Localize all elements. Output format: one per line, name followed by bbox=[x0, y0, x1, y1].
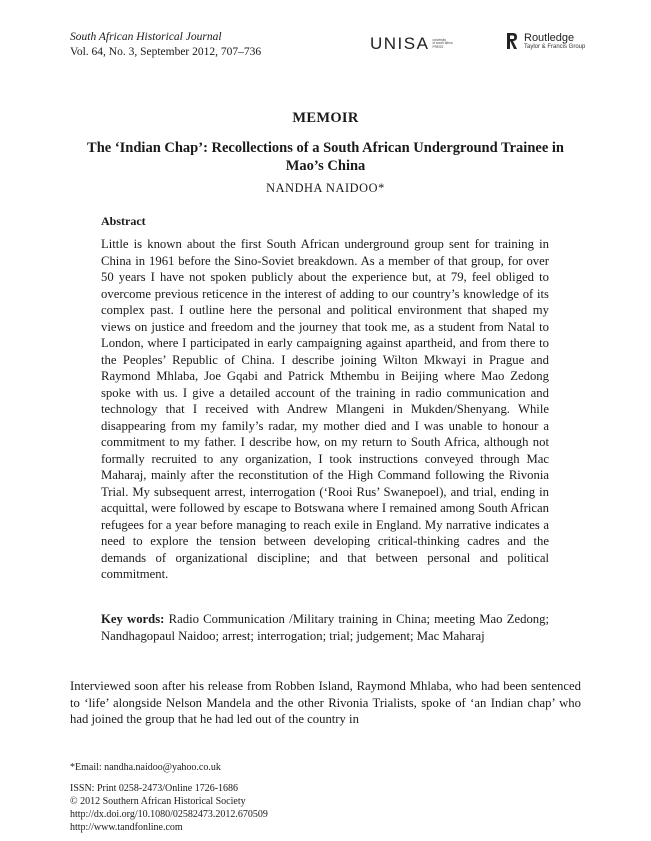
keywords-label: Key words: bbox=[101, 612, 165, 626]
issn-line: ISSN: Print 0258-2473/Online 1726-1686 bbox=[70, 783, 239, 794]
unisa-logo-word: UNISA bbox=[370, 34, 430, 53]
abstract-text: Little is known about the first South African underground group sent for training in China in 1961 before the Sino-Soviet breakdown. As a member of that group, for over 50 years I have not spoken publicly about the experience but, at 79, feel obliged to overcome previous reticence in the interest of adding to our country’s knowledge of its complex past. I outline here the personal and political environment that shaped my views on justice and freedom and the journey that took me, as a student from Natal to London, where I participated in early campaigning against apartheid, and from there to the Peoples’ Republic of China. I describe joining Wilton Mkwayi in Prague and Raymond Mhlaba, Joe Gqabi and Patrick Mthembu in Beijing where Mao Zedong spoke with us. I give a detailed account of the training in radio communication and technology that I received with Andrew Mlangeni in Mukden/Shenyang. While disappearing from my family’s radar, my mother died and I was unable to honour a commitment to my father. I describe how, on my return to South Africa, although not formally recruited to any organization, I took instructions conveyed through Mac Maharaj, mainly after the reconstitution of the High Command following the Rivonia Trial. My subsequent arrest, interrogation (‘Rooi Rus’ Swanepoel), and trial, ending in acquittal, were followed by escape to Botswana where I remained among South African refugees for a year before managing to reach exile in England. My narrative indicates a need to explore the tension between developing critical-thinking cadres and the demands of organizational discipline; and that between personal and political commitment. bbox=[101, 237, 549, 581]
routledge-subtitle: Taylor & Francis Group bbox=[524, 43, 586, 50]
publisher-link[interactable]: http://www.tandfonline.com bbox=[70, 822, 183, 833]
journal-citation bbox=[70, 30, 261, 60]
article-title: The ‘Indian Chap’: Recollections of a South African Underground Trainee in Mao’s China bbox=[87, 140, 564, 174]
keywords-text: Radio Communication /Military training in China; meeting Mao Zedong; Nandhagopaul Naidoo; arrest; interrogation; trial; judgement; Mac Maharaj bbox=[101, 612, 550, 643]
routledge-name: Routledge bbox=[524, 31, 575, 44]
routledge-logo bbox=[505, 31, 585, 51]
doi-link[interactable]: http://dx.doi.org/10.1080/02582473.2012.670509 bbox=[70, 809, 268, 820]
journal-name: South African Historical Journal bbox=[70, 31, 222, 43]
unisa-logo-sub-line: PRESS bbox=[432, 44, 444, 49]
unisa-logo bbox=[370, 34, 453, 54]
copyright-line: © 2012 Southern African Historical Society bbox=[70, 796, 246, 807]
section-label: MEMOIR bbox=[292, 110, 359, 126]
keywords bbox=[101, 611, 549, 644]
unisa-logo-subtext bbox=[432, 39, 452, 50]
volume-info: Vol. 64, No. 3, September 2012, 707–736 bbox=[70, 46, 262, 58]
publication-info bbox=[70, 782, 268, 834]
routledge-r-icon bbox=[505, 31, 519, 51]
unisa-logo-sub-line: university bbox=[432, 37, 446, 42]
author-email-footnote: *Email: nandha.naidoo@yahoo.co.uk bbox=[70, 762, 221, 773]
author-name: NANDHA NAIDOO* bbox=[266, 181, 385, 195]
abstract-heading: Abstract bbox=[101, 214, 146, 228]
body-paragraph: Interviewed soon after his release from Robben Island, Raymond Mhlaba, who had been sentenced to ‘life’ alongside Nelson Mandela and the other Rivonia Trialists, spoke of ‘an Indian chap’ who had joined the group that he had led out of the country in bbox=[70, 679, 581, 726]
unisa-logo-sub-line: of south africa bbox=[432, 41, 453, 46]
